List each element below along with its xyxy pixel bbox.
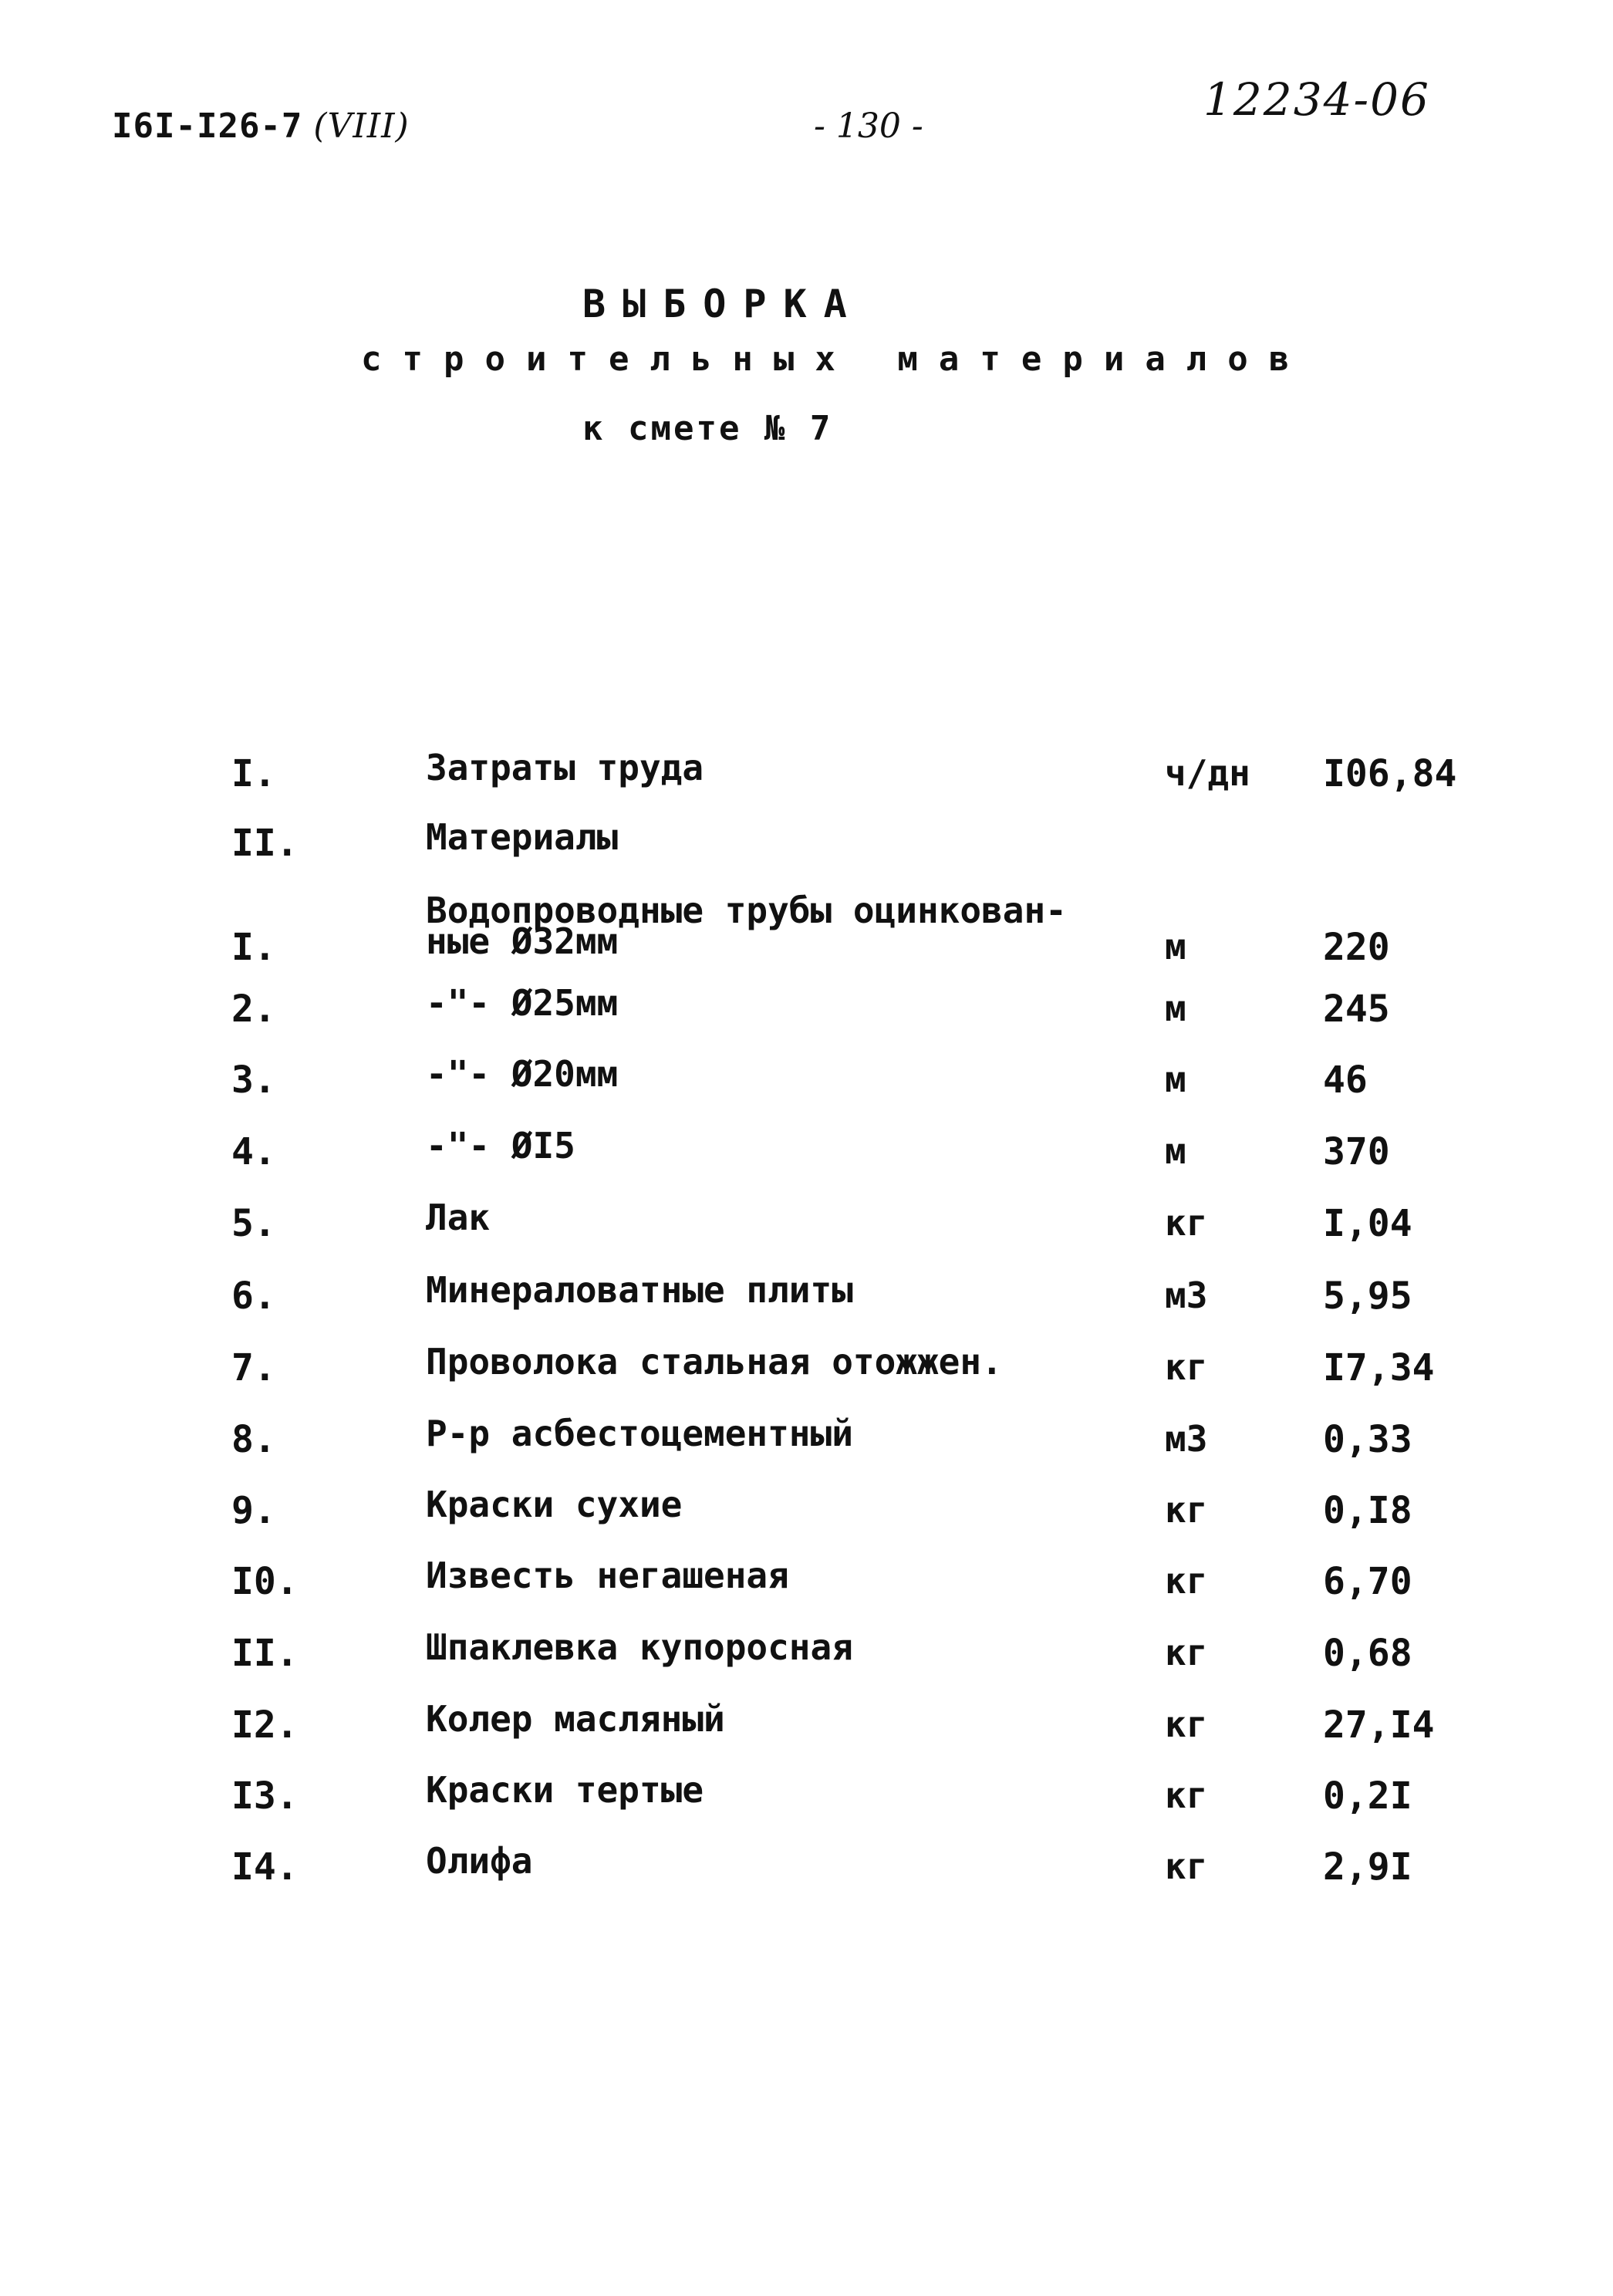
unit-of-measure: кг — [1165, 1489, 1208, 1531]
unit-of-measure: м3 — [1165, 1275, 1208, 1316]
material-row — [0, 1769, 1613, 1836]
quantity-value: 27,I4 — [1323, 1703, 1435, 1747]
material-name: Р-р асбестоцементный — [426, 1413, 853, 1454]
unit-of-measure: ч/дн — [1165, 752, 1250, 794]
row-number: 7. — [231, 1346, 276, 1389]
title-estimate-ref: к смете № 7 — [582, 409, 833, 448]
unit-of-measure: м — [1165, 988, 1186, 1029]
material-name: Олифа — [426, 1840, 533, 1882]
quantity-value: 370 — [1323, 1130, 1390, 1173]
quantity-value: 46 — [1323, 1059, 1368, 1102]
material-row — [0, 890, 1613, 969]
title-subheading: строительных материалов — [361, 339, 1311, 379]
unit-of-measure: кг — [1165, 1703, 1208, 1745]
row-number: I. — [231, 926, 276, 969]
material-row — [0, 1698, 1613, 1765]
row-number: I0. — [231, 1560, 299, 1603]
row-number: 6. — [231, 1275, 276, 1318]
material-name: Лак — [426, 1197, 491, 1238]
quantity-value: 0,2I — [1323, 1774, 1412, 1818]
unit-of-measure: кг — [1165, 1346, 1208, 1388]
unit-of-measure: кг — [1165, 1632, 1208, 1673]
material-name: Водопроводные трубы оцинкован- ные Ø32мм — [426, 890, 1067, 962]
quantity-value: 0,68 — [1323, 1632, 1412, 1675]
material-row — [0, 1484, 1613, 1551]
material-name: Затраты труда — [426, 747, 704, 788]
unit-of-measure: м — [1165, 926, 1186, 967]
material-row — [0, 1125, 1613, 1192]
row-number: I3. — [231, 1774, 299, 1818]
material-row — [0, 982, 1613, 1049]
page-number: - 130 - — [814, 106, 923, 146]
material-row — [0, 1053, 1613, 1120]
document-code-note: (VIII) — [313, 106, 410, 146]
unit-of-measure: кг — [1165, 1774, 1208, 1816]
unit-of-measure: м — [1165, 1130, 1186, 1172]
row-number: 5. — [231, 1202, 276, 1245]
row-number: I2. — [231, 1703, 299, 1747]
material-name: Известь негашеная — [426, 1555, 789, 1596]
material-name: Колер масляный — [426, 1698, 725, 1740]
quantity-value: I06,84 — [1323, 752, 1457, 795]
material-row — [0, 1626, 1613, 1693]
unit-of-measure: м3 — [1165, 1418, 1208, 1460]
material-row — [0, 1555, 1613, 1622]
row-number: 2. — [231, 988, 276, 1031]
quantity-value: 6,70 — [1323, 1560, 1412, 1603]
row-number: 3. — [231, 1059, 276, 1102]
quantity-value: 0,I8 — [1323, 1489, 1412, 1532]
quantity-value: 2,9I — [1323, 1845, 1412, 1889]
material-name: -"- Ø20мм — [426, 1053, 619, 1095]
material-name: Минераловатные плиты — [426, 1269, 853, 1311]
unit-of-measure: кг — [1165, 1845, 1208, 1887]
material-row — [0, 1269, 1613, 1336]
material-name: -"- Ø25мм — [426, 982, 619, 1024]
row-number: I4. — [231, 1845, 299, 1889]
material-row — [0, 1840, 1613, 1907]
unit-of-measure: кг — [1165, 1202, 1208, 1244]
quantity-value: 245 — [1323, 988, 1390, 1031]
material-name: -"- ØI5 — [426, 1125, 575, 1167]
material-row — [0, 747, 1613, 814]
quantity-value: 0,33 — [1323, 1418, 1412, 1461]
material-row — [0, 1197, 1613, 1264]
material-row — [0, 1341, 1613, 1408]
quantity-value: I7,34 — [1323, 1346, 1435, 1389]
document-number: 12234-06 — [1203, 73, 1430, 126]
material-row — [0, 1413, 1613, 1480]
unit-of-measure: м — [1165, 1059, 1186, 1100]
row-number: I. — [231, 752, 276, 795]
document-code-text: I6I-I26-7 — [112, 106, 303, 146]
quantity-value: 220 — [1323, 926, 1390, 969]
material-name: Материалы — [426, 816, 619, 858]
unit-of-measure: кг — [1165, 1560, 1208, 1602]
title-heading: ВЫБОРКА — [582, 282, 864, 326]
row-number: 8. — [231, 1418, 276, 1461]
material-name: Краски сухие — [426, 1484, 683, 1525]
quantity-value: I,04 — [1323, 1202, 1412, 1245]
document-code — [112, 106, 410, 146]
row-number: 9. — [231, 1489, 276, 1532]
material-name: Проволока стальная отожжен. — [426, 1341, 1003, 1383]
material-name: Краски тертые — [426, 1769, 704, 1811]
material-row — [0, 816, 1613, 883]
material-name: Шпаклевка купоросная — [426, 1626, 853, 1668]
row-number: 4. — [231, 1130, 276, 1173]
quantity-value: 5,95 — [1323, 1275, 1412, 1318]
row-number: II. — [231, 1632, 299, 1675]
row-number: II. — [231, 822, 299, 865]
